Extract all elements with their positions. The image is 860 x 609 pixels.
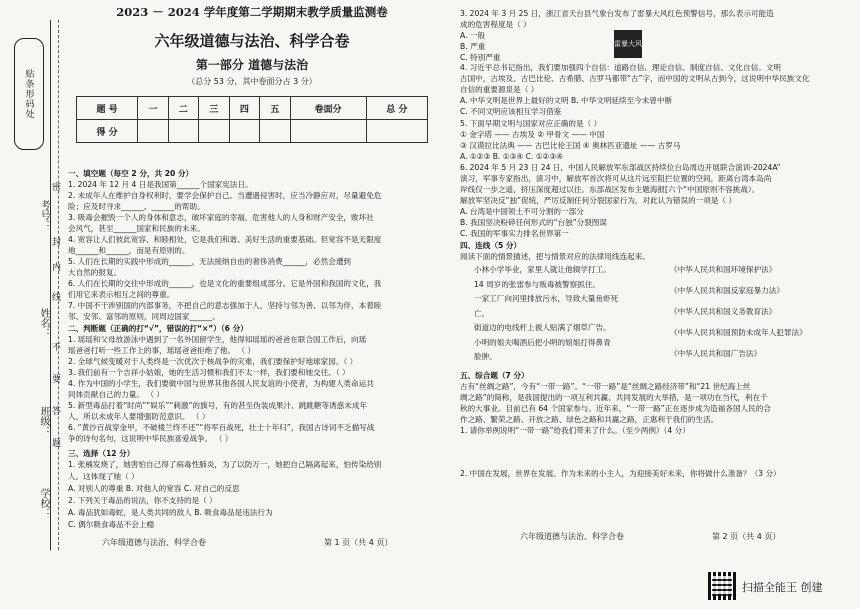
fill-blank-line: 大自然的报复。: [68, 268, 122, 277]
footer-p2-right: 第 2 页（共 4 页）: [712, 532, 781, 541]
fill-blank-line: 地______和______，而是有原则的。: [68, 246, 190, 255]
section-3-title: 三、选择（12 分）: [68, 449, 135, 458]
scenario-item: 14 周岁的张雷参与贩毒被警察抓住。: [474, 279, 600, 289]
section-1-title: 一、填空题（每空 2 分，共 20 分）: [68, 169, 194, 178]
part-note: （总分 53 分，其中卷面分占 3 分）: [187, 77, 317, 86]
fill-blank-line: 会风气，甚至______国家和民族的未来。: [68, 224, 205, 233]
scanner-watermark: [708, 568, 858, 604]
choice-line: 古国中，古埃及、古巴比伦、古希腊、古罗马都带“古”字，而中国的文明从古到今，这说明中华民族文化: [460, 74, 810, 83]
fill-blank-line: 7. 中国不干涉别国的内部事务，不把自己的意志强加于人，坚持与邻为善、以邻为伴，本着睦: [68, 301, 382, 310]
fill-blank-line: 6. 人们在长期的交往中形成的______，也是文化的重要组成部分。它是外国和我国的文化，我: [68, 279, 382, 288]
choice-line: 自信的重要源泉是（ ）: [460, 85, 539, 94]
true-false-line: 1. 瑶瑶和父母放游泳中遇到了一名外国留学生，他得知瑶瑶的爸爸在联合国工作后，向瑶: [68, 335, 367, 344]
seal-mark: 线: [52, 293, 62, 303]
true-false-line: 6. “黄沙百战穿金甲，不破楼兰终不还”“将军百战死，壮士十年归”，我国古诗词不乏描写战: [68, 423, 375, 432]
score-cell: [229, 120, 259, 143]
true-false-line: 4. 作为中国的小学生，我们要做中国与世界其他各国人民友谊的小使者，为构建人类命运共: [68, 379, 374, 388]
scenario-item: 街道边的电线杆上被人贴满了烟草广告。: [474, 323, 611, 332]
choice-line: A. 中华文明是世界上最好的文明 B. 中华文明延续至今未曾中断: [460, 96, 673, 105]
fill-blank-line: 邻、安邻、富邻的原则，同周边国家______。: [68, 312, 220, 321]
seal-mark: 密: [52, 183, 62, 193]
score-cell: [290, 120, 366, 143]
score-cell: 总 分: [366, 97, 427, 120]
scenario-item: 小林小学毕业，家里人就让他辍学打工。: [474, 265, 611, 274]
class-field: 班级：: [38, 406, 49, 436]
comprehensive-line: 作之路、繁荣之路、开放之路、绿色之路和共赢之路，正惠利于我们的生活。: [460, 415, 719, 424]
choice-line: 成的危害程度是（ ）: [460, 20, 531, 29]
scanner-label: 扫描全能王 创建: [742, 581, 823, 594]
score-cell: [199, 120, 229, 143]
scenario-item: 小明的姐夫喝酒后把小明的姐姐打得鼻青: [474, 337, 611, 347]
choice-line: 1. 张楠发烧了，她害怕自己得了病毒性肺炎，为了以防万一，她把自己隔离起来，怕传染给别: [68, 460, 382, 469]
fill-blank-line: 4. 宽容让人们彼此宽容、和睦相处，它是我们和谐、美好生活的重要基础。但宽容不是无限度: [68, 235, 382, 244]
true-false-line: 人，所以未成年人要增强防范意识。 （ ）: [68, 412, 210, 421]
choice-line: 4. 习近平总书记指出，我们要加强四个自信：道路自信、理论自信、制度自信、文化自信。文明: [460, 63, 781, 72]
qr-code-icon: [708, 572, 736, 600]
part-title: 第一部分 道德与法治: [195, 58, 309, 72]
choice-line: 3. 2024 年 3 月 25 日，浙江省天台县气象台发布了雷暴大风红色预警信号，那么表示可能造: [460, 9, 774, 18]
law-item: 《中华人民共和国环境保护法》: [670, 265, 777, 274]
comprehensive-line: 绸之路”的简称，是我国提出的一项互利共赢、共同发展的大举措，是一项功在当代，利在千: [460, 393, 768, 402]
score-table: [76, 96, 428, 143]
score-cell: [168, 120, 198, 143]
score-table-score-row: [77, 120, 428, 143]
binding-dashed-line: [58, 20, 59, 550]
seal-mark: 题: [52, 439, 62, 449]
footer-p1-left: 六年级道德与法治、科学合卷: [102, 538, 206, 547]
seal-mark: 封: [52, 238, 62, 248]
score-table-header-row: [77, 97, 428, 120]
law-item: 《中华人民共和国预防未成年人犯罪法》: [670, 328, 807, 337]
law-item: 《中华人民共和国广告法》: [670, 349, 762, 358]
law-item: 《中华人民共和国反家庭暴力法》: [670, 286, 784, 295]
page-1: [62, 0, 442, 560]
comprehensive-line: 古有“丝绸之路”，今有“一带一路”。“一带一路”是“丝绸之路经济带”和“21 世纪海上丝: [460, 382, 751, 391]
choice-line: B. 我国坚决粉碎任何形式的“台独”分裂图谋: [460, 218, 607, 227]
fill-blank-line: 2. 未成年人在维护自身权利时，要学会保护自己。当遭遇侵害时，应当冷静应对，尽量避免危: [68, 191, 382, 200]
school-field: 学校：: [38, 488, 49, 518]
score-cell: [260, 120, 290, 143]
choice-line: A. 台湾是中国领土不可分割的一部分: [460, 207, 584, 216]
score-cell: 三: [199, 97, 229, 120]
choice-line: C. 我国的军事实力排名世界第一: [460, 229, 569, 238]
comprehensive-line: 1. 请你举例说明“一带一路”给我们带来了什么。（至少两例）（4 分）: [460, 426, 690, 435]
name-field: 姓名：: [38, 308, 49, 338]
paper-title: 六年级道德与法治、科学合卷: [154, 32, 350, 50]
true-false-line: 3. 我们前有一个吉祥小姑娘，她的生活习惯和我们不太一样，我们要和她交往。（ ）: [68, 368, 350, 377]
score-cell: [366, 120, 427, 143]
score-cell: 卷面分: [290, 97, 366, 120]
fill-blank-line: 1. 2024 年 12 月 4 日是我国第______个国家宪法日。: [68, 180, 253, 189]
storm-warning-logo-text: 雷暴大风: [614, 40, 642, 48]
score-cell: 二: [168, 97, 198, 120]
fill-blank-line: 5. 人们在长期的实践中形成的______，无法接纳自由的奢侈消费______，必然会遭到: [68, 257, 352, 266]
score-cell: 题 号: [77, 97, 138, 120]
barcode-seal-box: 贴条形码处: [14, 38, 44, 150]
true-false-line: 同体贡献自己的力量。 （ ）: [68, 390, 164, 399]
section-4-intro: 阅读下面的情景描述，把与情景对应的法律用线连起来。: [460, 252, 650, 261]
choice-line: ③ 汉谟拉比法典 —— 古巴比伦王国 ④ 奥林匹亚遗址 —— 古罗马: [460, 141, 681, 150]
choice-line: 解放军坚决反“独”促统，严厉反制任何分裂国家行为，对此认为错误的一项是（ ）: [460, 196, 737, 205]
section-5-question-2: 2. 中国在发展，世界在发展。作为未来的小主人，为迎接美好未来，你将做什么准备？（3 分）: [460, 469, 781, 478]
scenario-item: 脸肿。: [474, 352, 497, 361]
true-false-line: 5. 新型毒品打着“时尚”“娱乐”“刺激”的旗号，有的甚至伪装成果汁、跳跳糖等诱惑未成年: [68, 401, 368, 410]
section-5-title: 五、综合题（7 分）: [460, 371, 529, 380]
law-item: 《中华人民共和国义务教育法》: [670, 307, 777, 316]
choice-line: 5. 下面早期文明与国家对应正确的是（ ）: [460, 119, 602, 128]
choice-line: ① 金字塔 —— 古埃及 ② 甲骨文 —— 中国: [460, 130, 605, 139]
seal-mark: 答: [52, 407, 62, 417]
score-cell: 一: [138, 97, 168, 120]
score-cell: 得 分: [77, 120, 138, 143]
comprehensive-line: 秋的大事业。目前已有 64 个国家参与。近年来，“一带一路”正在逐步成为造福各国人民的合: [460, 404, 771, 413]
scenario-item: 一家工厂向河里排放污水，导致大量鱼虾死: [474, 294, 619, 303]
choice-line: 演习，军事专家指出，演习中，解放军首次将可从这片远至阻拦位置的空间，距离台湾本岛尚: [460, 174, 772, 183]
score-cell: 五: [260, 97, 290, 120]
choice-line: A. ①②③ B. ①③④ C. ①②③④: [460, 152, 563, 161]
footer-p1-right: 第 1 页（共 4 页）: [324, 538, 393, 547]
true-false-line: 瑶爸爸打听一些工作上的事，瑶瑶爸爸拒绝了他。 （ ）: [68, 346, 256, 355]
choice-line: 人。这体现了她（ ）: [68, 472, 139, 481]
binding-line: [50, 20, 51, 550]
exam-no-field: 考号：: [38, 200, 49, 230]
footer-p2-left: 六年级道德与法治、科学合卷: [520, 532, 624, 541]
seal-mark: 要: [52, 375, 62, 385]
choice-line: A. 对别人的尊重 B. 对他人的宽容 C. 对自己的反思: [68, 484, 240, 493]
section-2-title: 二、判断题（正确的打“√”，错误的打“×”）（6 分）: [68, 324, 248, 333]
choice-line: C. 特别严重: [460, 53, 501, 62]
true-false-line: 2. 全球气候变暖对于人类终是一次优次于核战争的灾难，我们要保护好地球家园。（ ）: [68, 357, 358, 366]
section-4-title: 四、连线（5 分）: [460, 241, 522, 250]
page-2: [450, 0, 845, 560]
choice-line: A. 毒品犹如毒蛇，是人类共同的敌人 B. 吸食毒品是违法行为: [68, 508, 273, 517]
true-false-line: 争的诗句名句，这说明中华民族喜爱战争。 （ ）: [68, 434, 233, 443]
fill-blank-line: 3. 吸毒会摧毁一个人的身体和意志，破坏家庭的幸福，危害他人的人身和财产安全，败坏社: [68, 213, 374, 222]
seal-mark: 内: [52, 263, 62, 273]
choice-line: 6. 2024 年 5 月 23 日 24 日，中国人民解放军东部战区持续位台岛周边开展联合演训-2024A”: [460, 163, 781, 172]
fill-blank-line: 们用它来表示相互之间的尊重。: [68, 290, 175, 299]
scenario-item: 亡。: [474, 308, 490, 318]
choice-line: 2. 下列关于毒品的说法，你不支持的是（ ）: [68, 496, 217, 505]
seal-mark: 不: [52, 343, 62, 353]
choice-line: B. 严重: [460, 42, 486, 51]
score-cell: 四: [229, 97, 259, 120]
exam-title: 2023 － 2024 学年度第二学期期末教学质量监测卷: [116, 5, 388, 19]
binding-strip: [0, 0, 60, 560]
choice-line: C. 不同文明应该相互学习借鉴: [460, 107, 562, 116]
choice-line: A. 一般: [460, 31, 486, 40]
storm-warning-logo: [614, 30, 642, 58]
score-cell: [138, 120, 168, 143]
fill-blank-line: 险；应及时寻求______、______的帮助。: [68, 202, 205, 211]
choice-line: C. 偶尔吸食毒品不会上瘾: [68, 520, 155, 529]
choice-line: 岸线仅一步之遥，挤压深度超过以往。东部战区发布主题海报[六个“中国原则不容挑战）。: [460, 185, 760, 194]
